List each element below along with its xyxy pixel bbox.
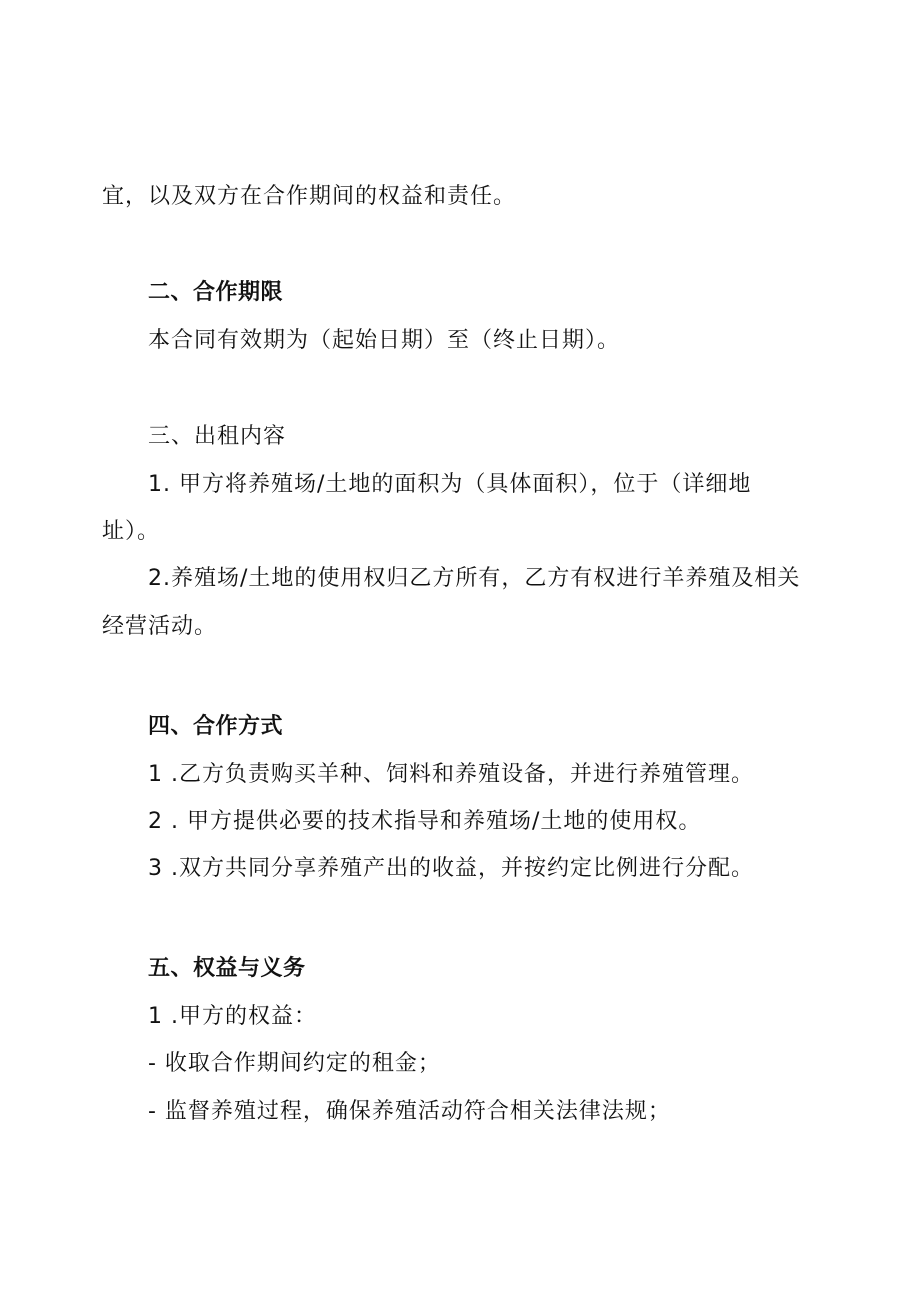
- section-5-bullet-2: - 监督养殖过程，确保养殖活动符合相关法律法规；: [148, 1099, 671, 1124]
- section-3-item-1-line-1: 1. 甲方将养殖场/土地的面积为（具体面积），位于（详细地: [148, 472, 752, 497]
- section-3-item-1-line-2: 址）。: [102, 519, 161, 544]
- section-2-heading: 二、合作期限: [148, 280, 284, 305]
- section-3-item-2-line-2: 经营活动。: [102, 614, 218, 639]
- continuation-text: 宜，以及双方在合作期间的权益和责任。: [102, 184, 517, 209]
- section-5-item-1: 1 .甲方的权益：: [148, 1004, 317, 1029]
- section-5-bullet-1: - 收取合作期间约定的租金；: [148, 1051, 441, 1076]
- section-4-item-3: 3 .双方共同分享养殖产出的收益，并按约定比例进行分配。: [148, 856, 754, 881]
- section-4-item-2: 2 . 甲方提供必要的技术指导和养殖场/土地的使用权。: [148, 809, 702, 834]
- section-3-item-2-line-1: 2.养殖场/土地的使用权归乙方所有，乙方有权进行羊养殖及相关: [148, 566, 801, 591]
- section-2-paragraph: 本合同有效期为（起始日期）至（终止日期）。: [148, 328, 621, 353]
- section-5-heading: 五、权益与义务: [148, 956, 306, 981]
- section-4-heading: 四、合作方式: [148, 714, 284, 739]
- section-4-item-1: 1 .乙方负责购买羊种、饲料和养殖设备，并进行养殖管理。: [148, 762, 754, 787]
- section-3-heading: 三、出租内容: [148, 424, 287, 449]
